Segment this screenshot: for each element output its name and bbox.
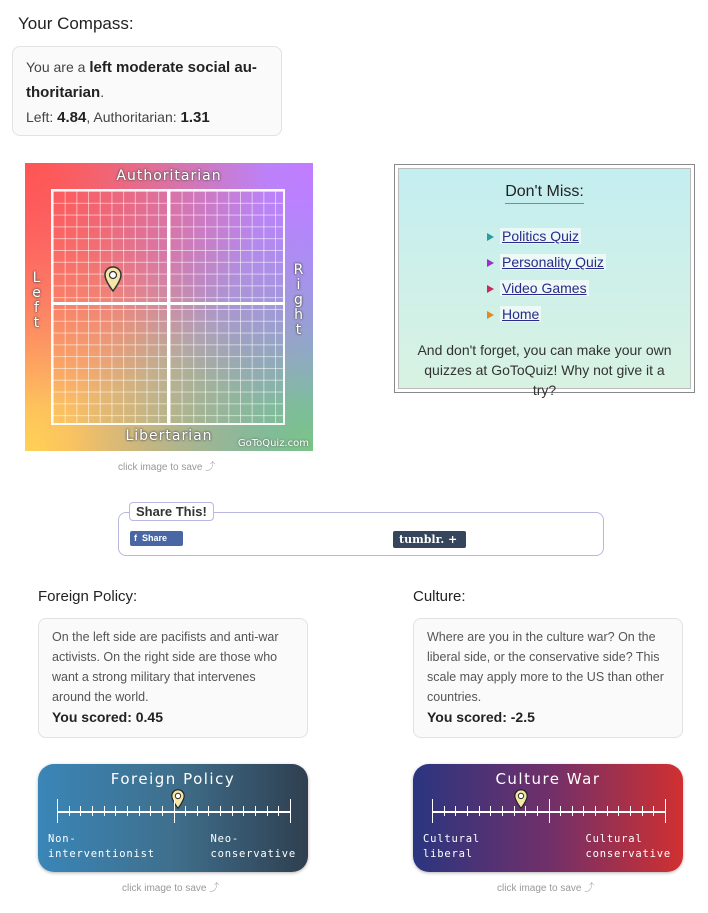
scale-tick [653,806,654,816]
compass-vertical-axis [167,189,170,425]
scale-tick [208,806,209,816]
result-suffix: . [100,84,105,100]
link-item-personality [487,251,606,277]
scale-tick [572,806,573,816]
compass-label-right: Right [293,262,305,338]
scale-tick [549,799,550,823]
compass-label-top: Authoritarian [116,168,222,184]
foreign-policy-score: You scored: 0.45 [52,709,164,725]
scale-left-label: Cultural liberal [423,833,480,860]
scale-tick [185,806,186,816]
scale-tick [220,806,221,816]
auth-score-value: 1.31 [180,109,210,126]
scale-tick [455,806,456,816]
link-item-politics [487,225,606,251]
scale-tick [665,799,666,823]
scale-tick [467,806,468,816]
compass-result-box [12,46,282,136]
scale-tick [642,806,643,816]
result-classification: left moderate social au-thoritarian [26,59,257,101]
scale-right-label: Neo- conservative [210,833,296,860]
scale-tick [150,806,151,816]
scale-tick [267,806,268,816]
link-item-video-games [487,277,606,303]
culture-description: Where are you in the culture war? On the liberal side, or the conservative side? This scale may apply more to the US than other countries. [427,630,664,704]
scale-tick [618,806,619,816]
foreign-policy-heading: Foreign Policy: [38,588,138,605]
compass-label-left: Left [32,270,42,331]
scale-tick [583,806,584,816]
auth-score-label: Authoritarian: [93,109,177,125]
culture-score: You scored: -2.5 [427,709,535,725]
foreign-policy-box [38,618,308,738]
scale-tick [525,806,526,816]
scale-tick [290,799,291,823]
scale-tick [162,806,163,816]
facebook-share-button[interactable]: f Share [130,531,183,546]
dont-miss-links [487,225,606,329]
scale-tick [115,806,116,816]
scale-tick [197,806,198,816]
scale-tick [444,806,445,816]
result-prefix: You are a [26,59,86,75]
position-pin-icon [104,266,122,292]
scale-tick [630,806,631,816]
scale-tick [479,806,480,816]
scale-tick [514,806,515,816]
scale-tick [490,806,491,816]
culture-war-scale-image[interactable] [413,764,683,872]
bullet-arrow-icon [487,311,494,319]
culture-box [413,618,683,738]
video-games-link[interactable]: Video Games [502,280,587,296]
scale-tick [127,806,128,816]
bullet-arrow-icon [487,233,494,241]
compass-result-line [26,55,268,105]
scale-tick [174,799,175,823]
foreign-policy-save-note: click image to save ⤴ [122,883,220,894]
bullet-arrow-icon [487,285,494,293]
culture-heading: Culture: [413,588,466,605]
scale-tick [80,806,81,816]
scale-left-label: Non- interventionist [48,833,155,860]
compass-heading: Your Compass: [18,14,134,33]
foreign-policy-description: On the left side are pacifists and anti-war activists. On the right side are those who want a strong military that intervenes around the world. [52,630,279,704]
scale-tick [607,806,608,816]
compass-save-note: click image to save ⤴ [118,462,216,473]
left-score-label: Left: [26,109,54,125]
scale-tick [502,806,503,816]
tumblr-share-button[interactable]: tumblr. + [393,531,466,548]
scale-tick [57,799,58,823]
link-item-home [487,303,606,329]
dont-miss-footer: And don't forget, you can make your own quizzes at GoToQuiz! Why not give it a try? [417,342,672,398]
scale-tick [278,806,279,816]
share-label: Share This! [129,502,214,521]
scale-tick [560,806,561,816]
scale-tick [243,806,244,816]
bullet-arrow-icon [487,259,494,267]
scale-right-label: Cultural conservative [585,833,671,860]
foreign-policy-scale-image[interactable] [38,764,308,872]
scale-title: Foreign Policy [110,770,236,788]
scale-tick [104,806,105,816]
scale-tick [595,806,596,816]
scale-tick [432,799,433,823]
compass-brand: GoToQuiz.com [237,438,309,449]
scale-tick [69,806,70,816]
scale-title: Culture War [495,770,601,788]
scale-tick [255,806,256,816]
scale-tick [139,806,140,816]
personality-quiz-link[interactable]: Personality Quiz [502,254,604,270]
scale-tick [232,806,233,816]
dont-miss-title: Don't Miss: [399,183,690,201]
compass-scores-line: Left: 4.84, Authoritarian: 1.31 [26,109,210,126]
culture-save-note: click image to save ⤴ [497,883,595,894]
politics-quiz-link[interactable]: Politics Quiz [502,228,580,244]
scale-tick [537,806,538,816]
political-compass-image[interactable] [25,163,313,451]
home-link[interactable]: Home [502,306,540,322]
scale-tick [92,806,93,816]
left-score-value: 4.84 [57,109,87,126]
dont-miss-box [394,164,695,398]
compass-label-bottom: Libertarian [125,428,213,444]
